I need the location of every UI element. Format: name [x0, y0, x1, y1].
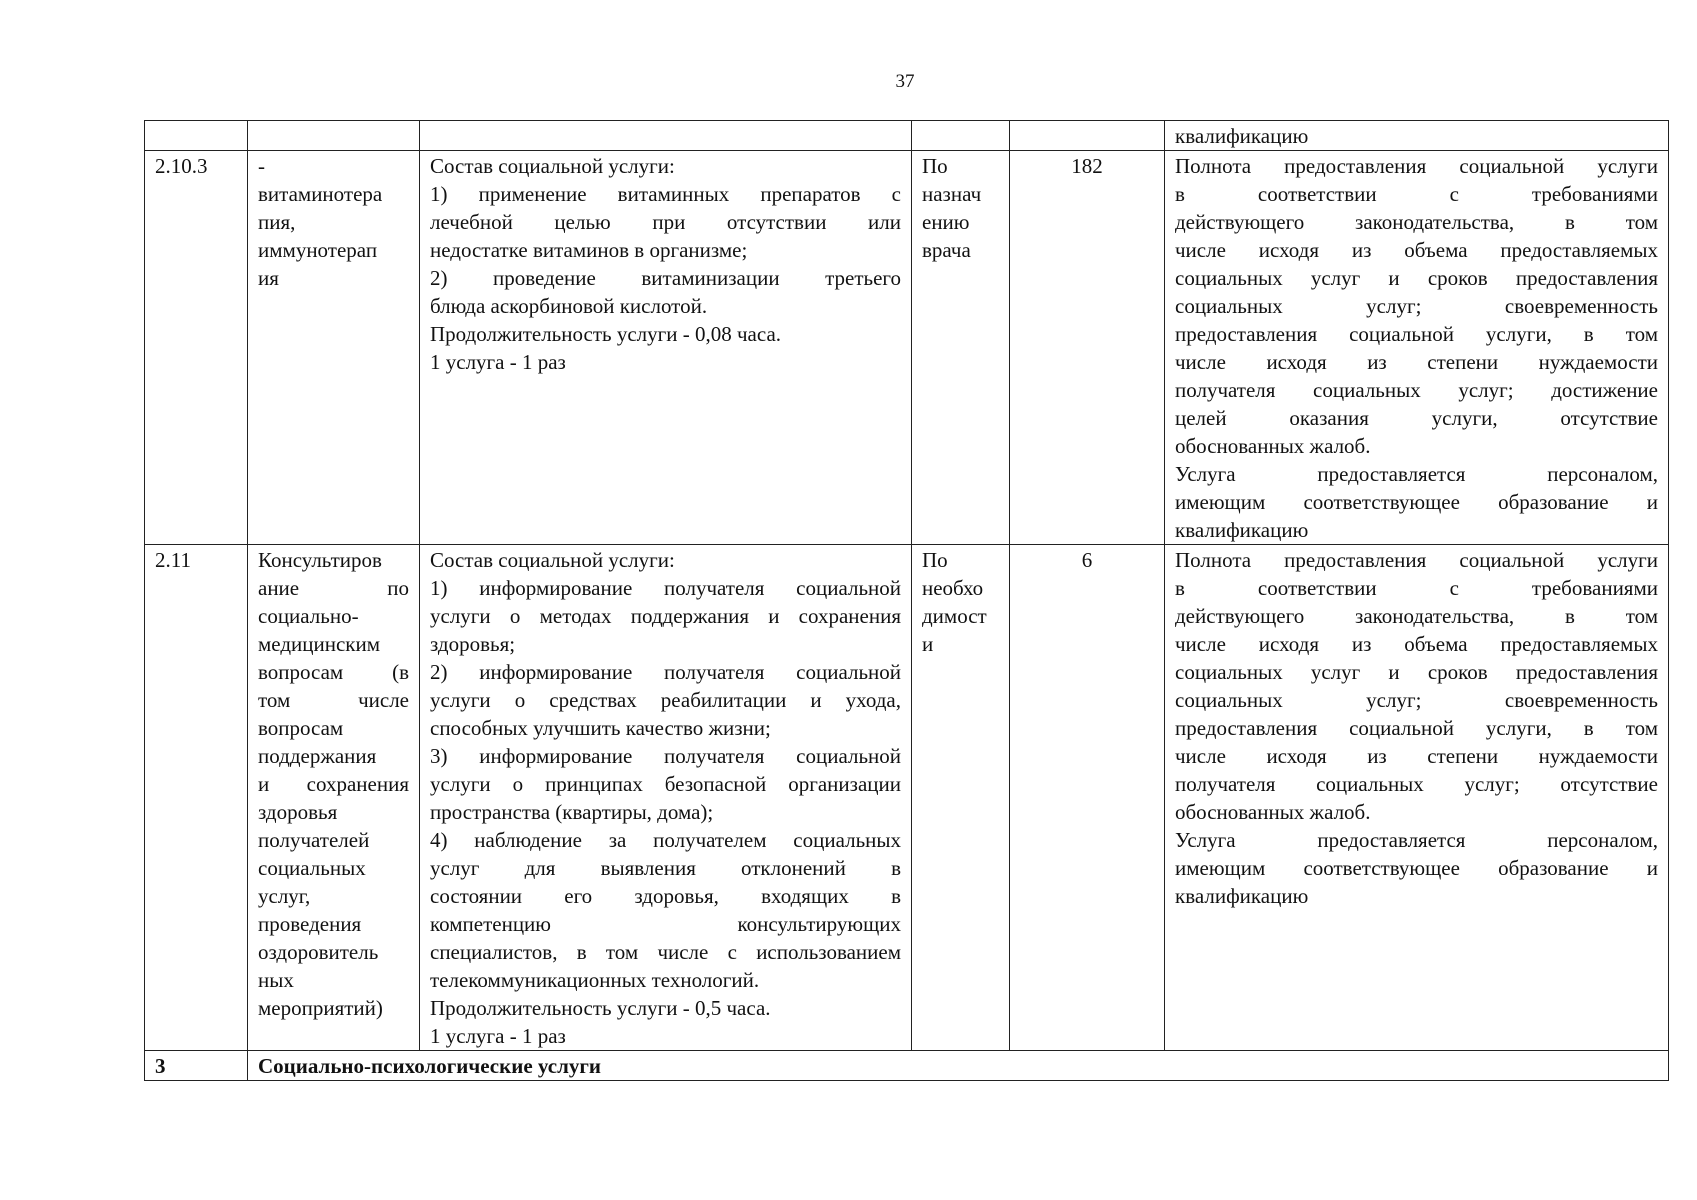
text-line: Состав социальной услуги: — [430, 548, 675, 572]
text-line: телекоммуникационных технологий. — [430, 968, 760, 992]
text-line: обоснованных жалоб. — [1175, 434, 1371, 458]
text-line: проведения — [258, 912, 362, 936]
text-line: мероприятий) — [258, 996, 383, 1020]
text-line: действующего законодательства, в том — [1175, 604, 1658, 628]
text-line: способных улучшить качество жизни; — [430, 716, 771, 740]
text-line: блюда аскорбиновой кислотой. — [430, 294, 708, 318]
text-line: Полнота предоставления социальной услуги — [1175, 548, 1658, 572]
text-line: ению — [922, 210, 970, 234]
text-line: специалистов, в том числе с использованием — [430, 940, 901, 964]
service-period — [912, 545, 1010, 1051]
text-line: предоставления социальной услуги, в том — [1175, 716, 1658, 740]
text-line: пия, — [258, 210, 296, 234]
section-title: Социально-психологические услуги — [248, 1051, 1669, 1081]
text-line: 1 услуга - 1 раз — [430, 1024, 566, 1048]
cell-name — [248, 121, 420, 151]
text-line: социальных услуг; своевременность — [1175, 688, 1658, 712]
text-line: 2) проведение витаминизации третьего — [430, 266, 901, 290]
text-line: ия — [258, 266, 279, 290]
page-number: 37 — [895, 71, 915, 92]
text-line: и сохранения — [258, 772, 409, 796]
table-row — [145, 151, 1669, 545]
service-content — [420, 545, 912, 1051]
table-row — [145, 545, 1669, 1051]
text-line: и — [922, 632, 934, 656]
text-line: социально- — [258, 604, 359, 628]
text-line: состоянии его здоровья, входящих в — [430, 884, 901, 908]
text-line: квалификацию — [1175, 518, 1309, 542]
text-line: витаминотера — [258, 182, 383, 206]
service-count: 6 — [1010, 545, 1165, 1051]
text-line: услуги о методах поддержания и сохранения — [430, 604, 901, 628]
text-line: поддержания — [258, 744, 377, 768]
text-line: ание по — [258, 576, 409, 600]
service-number: 2.10.3 — [145, 151, 248, 545]
text-line: назнач — [922, 182, 982, 206]
text-line: ных — [258, 968, 294, 992]
text-line: числе исходя из объема предоставляемых — [1175, 238, 1658, 262]
quality-criteria — [1165, 151, 1669, 545]
text-line: Услуга предоставляется персоналом, — [1175, 828, 1658, 852]
text-line: числе исходя из объема предоставляемых — [1175, 632, 1658, 656]
cell-num — [145, 121, 248, 151]
text-line: 1 услуга - 1 раз — [430, 350, 566, 374]
service-name — [248, 151, 420, 545]
text-line: иммунотерап — [258, 238, 378, 262]
text-line: получателя социальных услуг; достижение — [1175, 378, 1658, 402]
section-header-row — [145, 1051, 1669, 1081]
text-line: По — [922, 154, 948, 178]
text-line: социальных — [258, 856, 366, 880]
service-content — [420, 151, 912, 545]
continuation-row — [145, 121, 1669, 151]
text-line: Полнота предоставления социальной услуги — [1175, 154, 1658, 178]
cell-count — [1010, 121, 1165, 151]
text-line: оздоровитель — [258, 940, 379, 964]
text-line: здоровья; — [430, 632, 516, 656]
text-line: вопросам — [258, 716, 344, 740]
text-line: действующего законодательства, в том — [1175, 210, 1658, 234]
text-line: услуги о средствах реабилитации и ухода, — [430, 688, 901, 712]
cell-content — [420, 121, 912, 151]
text-line: числе исходя из степени нуждаемости — [1175, 744, 1658, 768]
text-line: квалификацию — [1175, 884, 1309, 908]
text-line: По — [922, 548, 948, 572]
text-line: числе исходя из степени нуждаемости — [1175, 350, 1658, 374]
text-line: предоставления социальной услуги, в том — [1175, 322, 1658, 346]
service-period — [912, 151, 1010, 545]
cell-criteria: квалификацию — [1165, 121, 1669, 151]
service-count: 182 — [1010, 151, 1165, 545]
services-table — [144, 120, 1669, 1081]
text-line: услуг, — [258, 884, 311, 908]
text-line: лечебной целью при отсутствии или — [430, 210, 901, 234]
text-line: врача — [922, 238, 971, 262]
cell-period — [912, 121, 1010, 151]
text-line: Консультиров — [258, 548, 382, 572]
service-number: 2.11 — [145, 545, 248, 1051]
text-line: социальных услуг и сроков предоставления — [1175, 660, 1658, 684]
text-line: получателей — [258, 828, 370, 852]
text-line: Состав социальной услуги: — [430, 154, 675, 178]
text-line: услуги о принципах безопасной организации — [430, 772, 901, 796]
text-line: Продолжительность услуги - 0,5 часа. — [430, 996, 771, 1020]
text-line: социальных услуг; своевременность — [1175, 294, 1658, 318]
text-line: - — [258, 154, 265, 178]
text-line: компетенцию консультирующих — [430, 912, 901, 936]
text-line: пространства (квартиры, дома); — [430, 800, 714, 824]
text-line: 3) информирование получателя социальной — [430, 744, 901, 768]
text-line: недостатке витаминов в организме; — [430, 238, 748, 262]
text-line: Продолжительность услуги - 0,08 часа. — [430, 322, 782, 346]
section-number: 3 — [145, 1051, 248, 1081]
text-line: вопросам (в — [258, 660, 409, 684]
text-line: услуг для выявления отклонений в — [430, 856, 901, 880]
text-line: необхо — [922, 576, 984, 600]
text-line: медицинским — [258, 632, 381, 656]
text-line: Услуга предоставляется персоналом, — [1175, 462, 1658, 486]
text-line: имеющим соответствующее образование и — [1175, 856, 1658, 880]
text-line: в соответствии с требованиями — [1175, 576, 1658, 600]
text-line: димост — [922, 604, 987, 628]
text-line: социальных услуг и сроков предоставления — [1175, 266, 1658, 290]
text-line: имеющим соответствующее образование и — [1175, 490, 1658, 514]
service-name — [248, 545, 420, 1051]
text-line: 1) информирование получателя социальной — [430, 576, 901, 600]
quality-criteria — [1165, 545, 1669, 1051]
text-line: получателя социальных услуг; отсутствие — [1175, 772, 1658, 796]
text-line: том числе — [258, 688, 409, 712]
text-line: обоснованных жалоб. — [1175, 800, 1371, 824]
text-line: здоровья — [258, 800, 338, 824]
text-line: 1) применение витаминных препаратов с — [430, 182, 901, 206]
text-line: 2) информирование получателя социальной — [430, 660, 901, 684]
text-line: целей оказания услуги, отсутствие — [1175, 406, 1658, 430]
text-line: в соответствии с требованиями — [1175, 182, 1658, 206]
text-line: 4) наблюдение за получателем социальных — [430, 828, 901, 852]
